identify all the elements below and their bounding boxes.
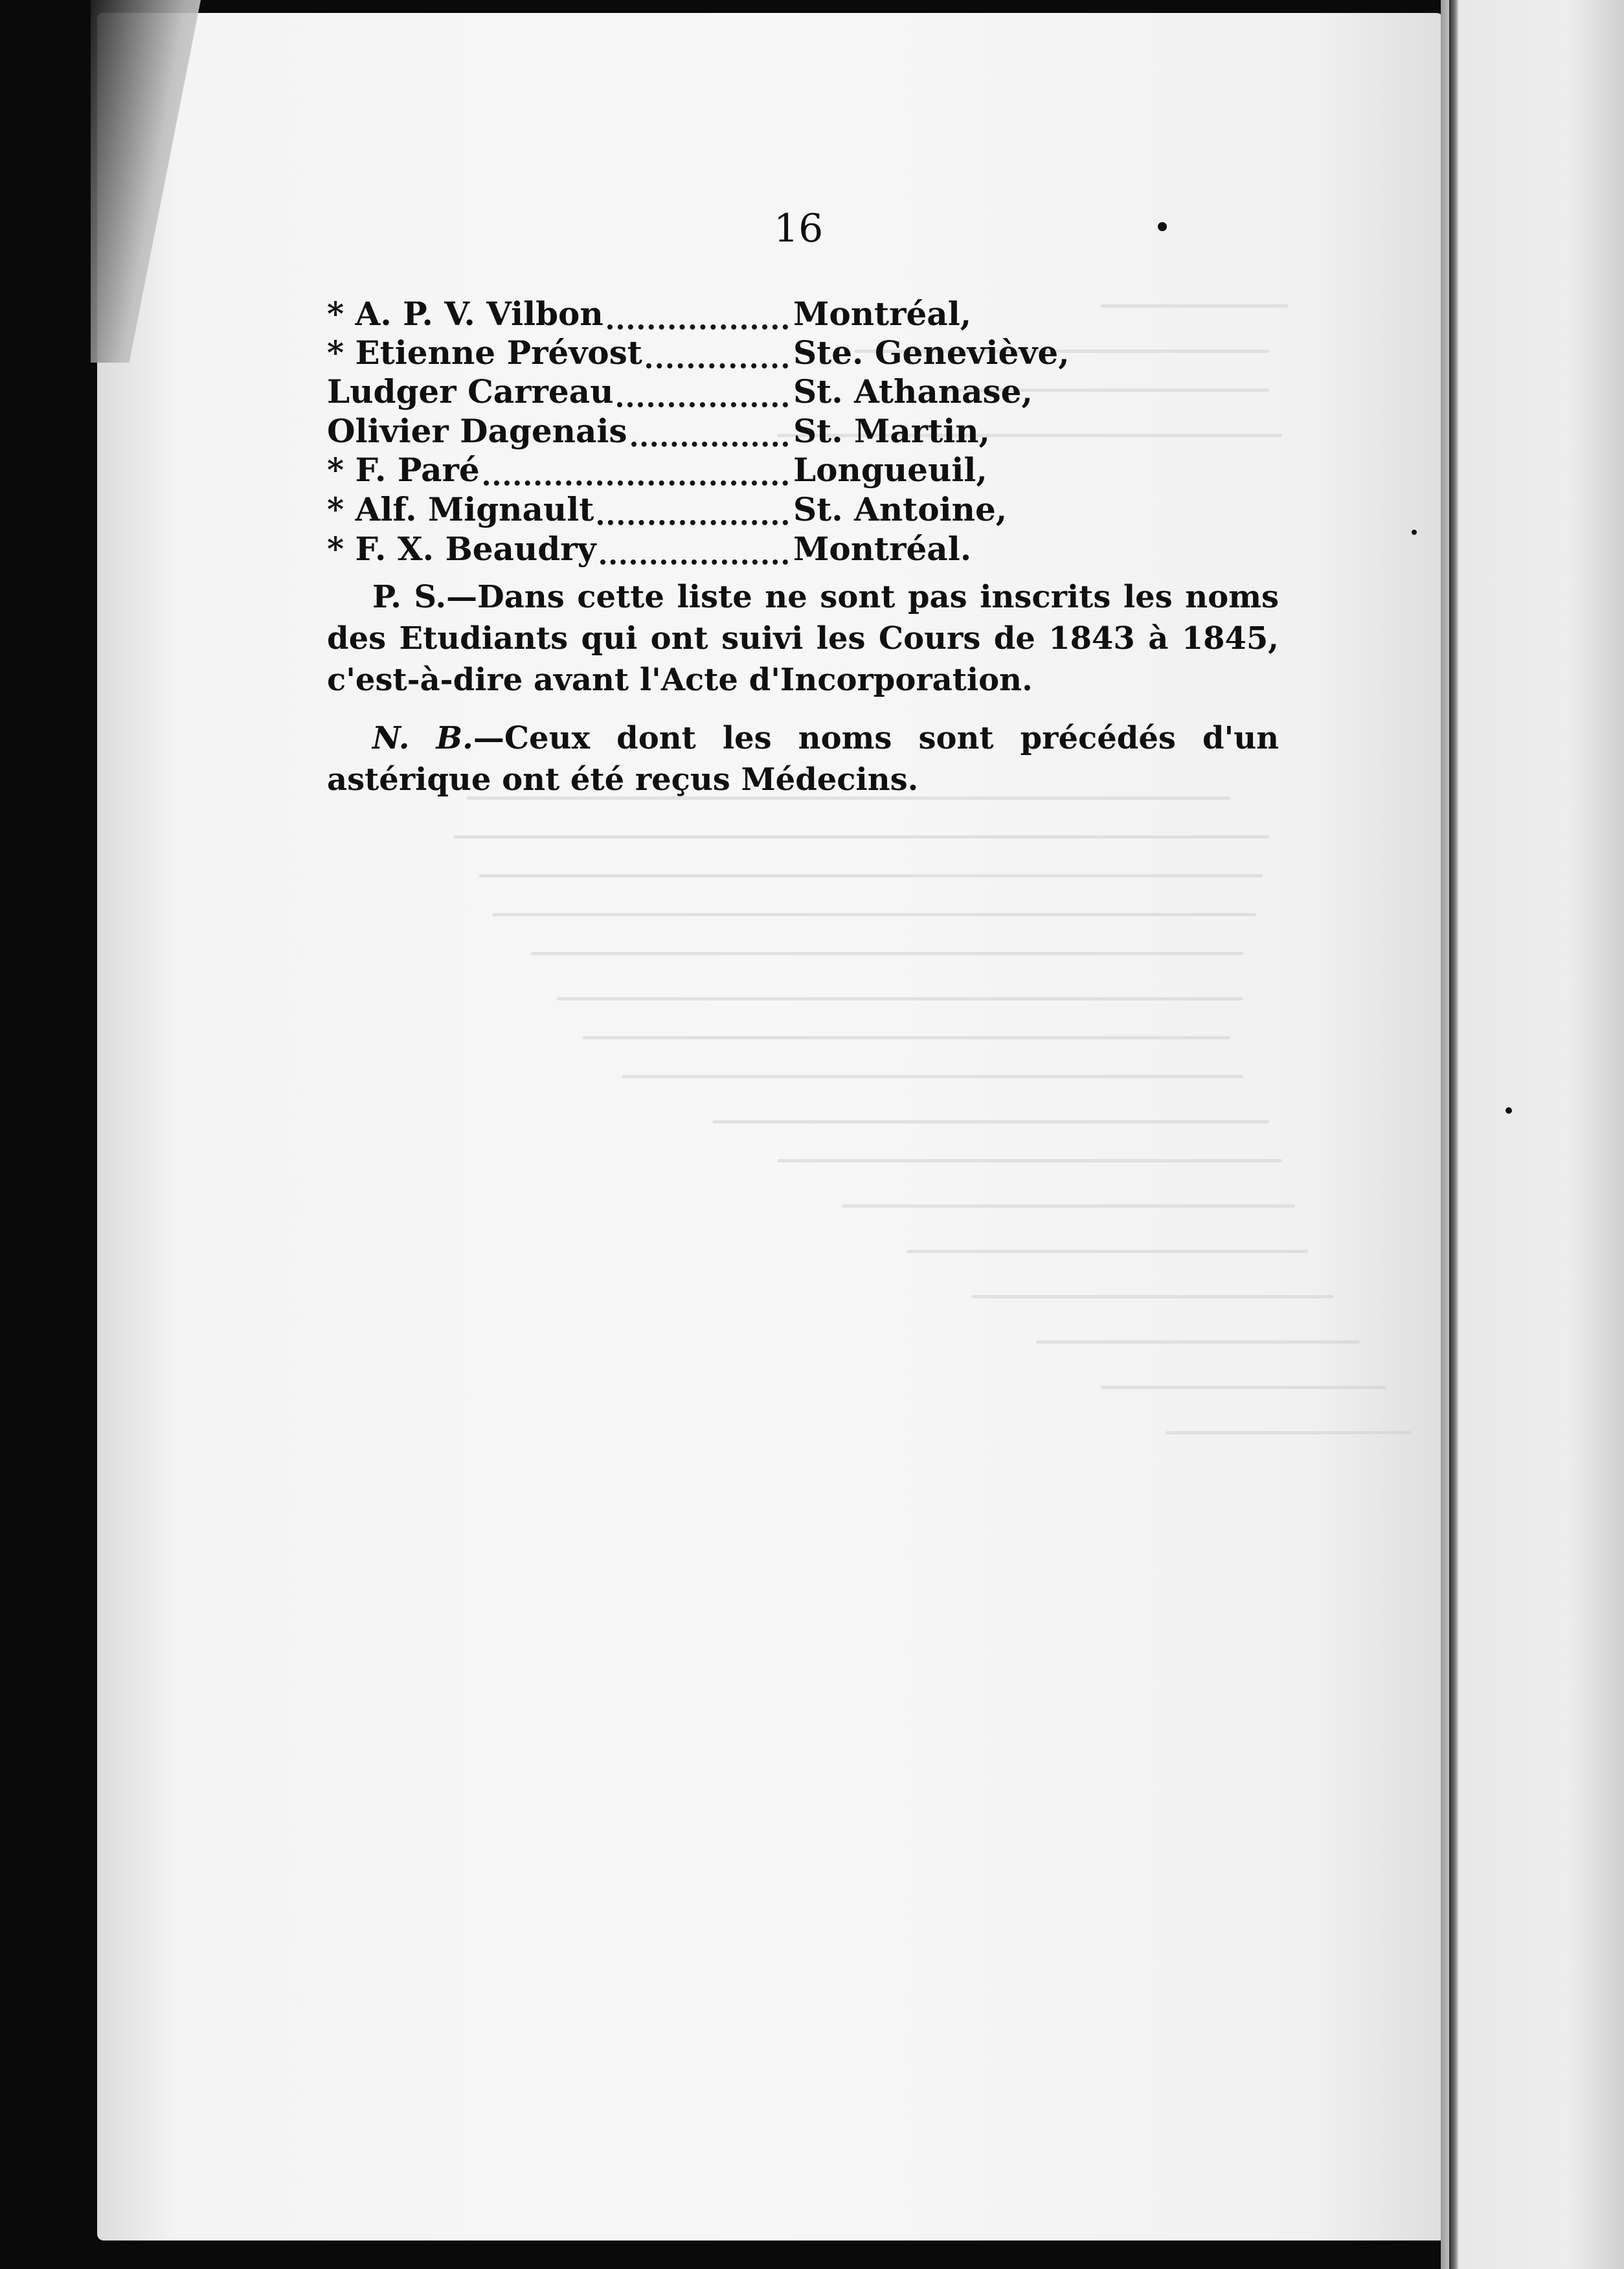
- dot-leader: [598, 515, 788, 525]
- list-item: [327, 490, 1337, 529]
- bleed-through-line: [712, 1120, 1269, 1123]
- dot-leader: [484, 475, 788, 486]
- page-fold-shadow: [1449, 0, 1458, 2269]
- dot-leader: [646, 358, 788, 368]
- bleed-through-line: [622, 1075, 1243, 1078]
- student-name: * F. Paré: [327, 451, 480, 489]
- bleed-through-line: [492, 913, 1256, 916]
- ps-text: —Dans cette liste ne sont pas inscrits les noms des Etudiants qui ont suivi les Cours de 1843 à 1845, c'est-à-dire avant l'Acte d'Incorporation.: [327, 579, 1280, 698]
- bleed-through-line: [583, 1036, 1230, 1039]
- dot-leader: [607, 319, 788, 330]
- list-item: [327, 451, 1337, 490]
- student-name: * Alf. Mignault: [327, 490, 594, 528]
- student-name: * F. X. Beaudry: [327, 530, 596, 568]
- student-place: Ste. Geneviève,: [793, 333, 1070, 372]
- page-number: 16: [774, 206, 824, 251]
- list-item: [327, 333, 1337, 372]
- ink-speck: [1158, 222, 1167, 231]
- student-place: Longueuil,: [793, 451, 987, 489]
- bleed-through-line: [531, 952, 1243, 955]
- bleed-through-line: [479, 874, 1263, 877]
- list-item: [327, 372, 1337, 411]
- dot-leader: [631, 436, 788, 447]
- adjacent-page-edge: [1441, 0, 1624, 2269]
- ps-label: P. S.: [372, 579, 447, 615]
- student-place: Montréal.: [793, 530, 972, 568]
- list-item: [327, 530, 1337, 569]
- ps-note: [327, 576, 1279, 701]
- dot-leader: [600, 554, 788, 565]
- ink-speck: [1506, 1107, 1512, 1114]
- student-place: Montréal,: [793, 295, 972, 333]
- bleed-through-line: [1101, 1386, 1386, 1389]
- dot-leader: [617, 397, 788, 407]
- student-name: Ludger Carreau: [327, 372, 614, 411]
- bleed-through-line: [1166, 1431, 1412, 1434]
- student-name: * A. P. V. Vilbon: [327, 295, 603, 333]
- list-item: [327, 295, 1337, 333]
- student-name: Olivier Dagenais: [327, 412, 627, 450]
- bleed-through-line: [453, 835, 1269, 839]
- bleed-through-line: [1036, 1340, 1360, 1344]
- bleed-through-line: [777, 1159, 1282, 1162]
- ink-speck: [1412, 530, 1417, 535]
- bleed-through-line: [971, 1295, 1334, 1298]
- student-place: St. Antoine,: [793, 490, 1008, 528]
- student-place: St. Martin,: [793, 412, 990, 450]
- nb-text: —Ceux dont les noms sont précédés d'un astérique ont été reçus Médecins.: [327, 720, 1279, 798]
- nb-label: N. B.: [372, 720, 473, 756]
- student-name: * Etienne Prévost: [327, 333, 642, 372]
- list-item: [327, 412, 1337, 451]
- bleed-through-line: [842, 1204, 1295, 1208]
- nb-note: [327, 717, 1279, 800]
- bleed-through-line: [557, 997, 1243, 1000]
- student-place: St. Athanase,: [793, 372, 1033, 411]
- bleed-through-line: [907, 1250, 1308, 1253]
